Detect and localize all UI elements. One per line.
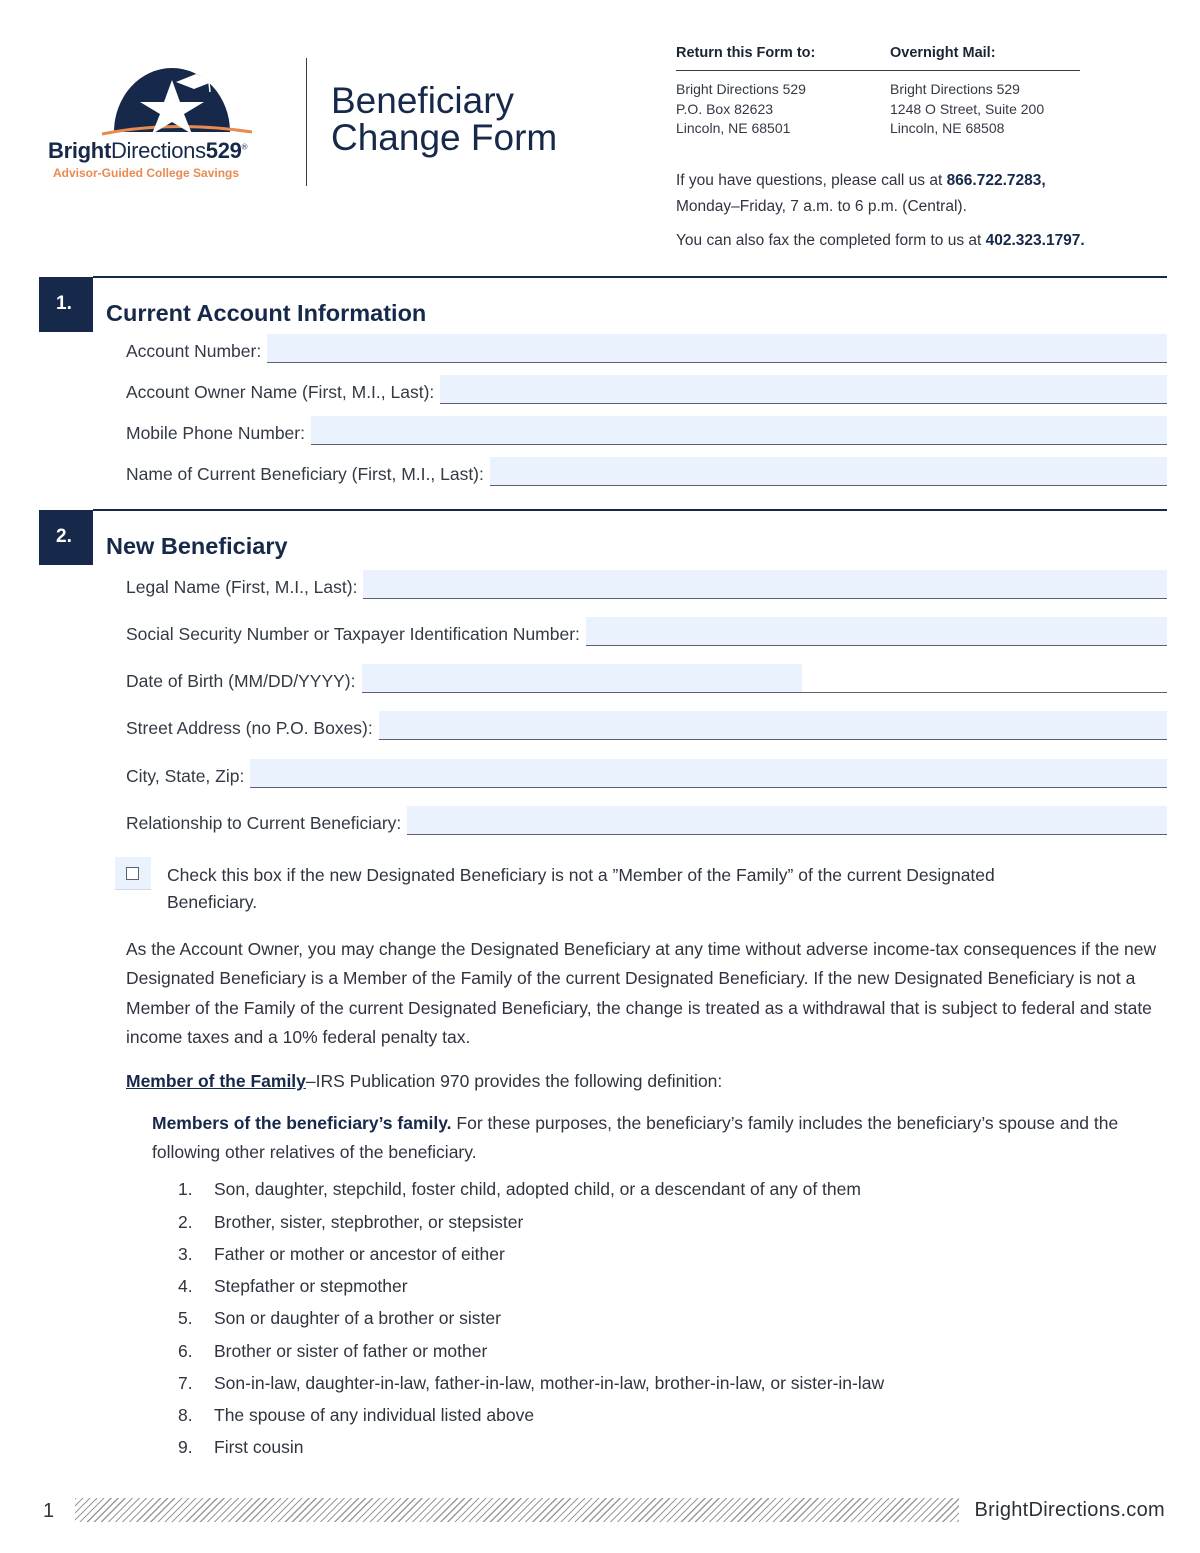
return-address: Return this Form to: Bright Directions 529 P.O. Box 82623 Lincoln, NE 68501 xyxy=(676,44,890,139)
section-number: 2. xyxy=(39,510,93,565)
list-item: 1. Son, daughter, stepchild, foster child, adopted child, or a descendant of any of them xyxy=(178,1179,861,1199)
member-of-family-term: Member of the Family xyxy=(126,1071,306,1091)
family-definition: Members of the beneficiary’s family. For these purposes, the beneficiary’s family includes the beneficiary’s spouse and the following other relatives of the beneficiary. xyxy=(152,1113,1119,1162)
field-label: Street Address (no P.O. Boxes): xyxy=(126,718,373,738)
overnight-heading: Overnight Mail: xyxy=(890,44,1080,71)
field-label: Legal Name (First, M.I., Last): xyxy=(126,577,358,597)
street-address-input[interactable] xyxy=(379,711,1167,740)
field-underline xyxy=(802,692,1168,693)
overnight-address: Overnight Mail: Bright Directions 529 1248 O Street, Suite 200 Lincoln, NE 68508 xyxy=(890,44,1080,139)
list-item: 3. Father or mother or ancestor of either xyxy=(178,1244,505,1264)
section-title: Current Account Information xyxy=(106,300,427,326)
dob-row xyxy=(126,663,1167,693)
list-item: 2. Brother, sister, stepbrother, or stepsister xyxy=(178,1212,524,1232)
list-item: 7. Son-in-law, daughter-in-law, father-in-law, mother-in-law, brother-in-law, or sister-in-law xyxy=(178,1373,885,1393)
mobile-phone-input[interactable] xyxy=(311,416,1167,445)
page-number: 1 xyxy=(43,1500,55,1522)
list-item: 4. Stepfather or stepmother xyxy=(178,1276,408,1296)
street-address-row xyxy=(126,710,1167,740)
account-number-input[interactable] xyxy=(267,334,1167,363)
brand-tagline: Advisor-Guided College Savings xyxy=(53,166,240,180)
tax-consequences-paragraph: As the Account Owner, you may change the Designated Beneficiary at any time without adverse income-tax consequences if the new Designated Beneficiary is a Member of the Family of the current Designated Beneficiary. If the new Designated Beneficiary is not a Member of the Family of the current Designated Beneficiary, the change is treated as a withdrawal that is subject to federal and state income taxes and a 10% federal penalty tax. xyxy=(126,939,1157,1047)
brand-name: BrightDirections529® xyxy=(48,138,248,163)
owner-name-row xyxy=(126,374,1167,404)
return-heading: Return this Form to: xyxy=(676,44,890,71)
field-label: Date of Birth (MM/DD/YYYY): xyxy=(126,671,356,691)
mobile-phone-row xyxy=(126,415,1167,445)
field-label: Account Owner Name (First, M.I., Last): xyxy=(126,382,435,402)
field-label: Account Number: xyxy=(126,341,262,361)
ssn-row xyxy=(126,616,1167,646)
field-label: Mobile Phone Number: xyxy=(126,423,305,443)
section-number: 1. xyxy=(39,277,93,332)
list-item: 5. Son or daughter of a brother or sister xyxy=(178,1308,501,1328)
list-item: 9. First cousin xyxy=(178,1437,304,1457)
current-beneficiary-input[interactable] xyxy=(490,457,1167,486)
graduate-star-icon xyxy=(84,62,260,136)
legal-name-input[interactable] xyxy=(363,570,1167,599)
footer-website: BrightDirections.com xyxy=(974,1499,1165,1521)
field-label: Name of Current Beneficiary (First, M.I., Last): xyxy=(126,464,484,484)
city-state-zip-input[interactable] xyxy=(250,759,1167,788)
account-number-row xyxy=(126,333,1167,363)
member-of-family-heading: Member of the Family–IRS Publication 970 provides the following definition: xyxy=(126,1071,723,1091)
contact-phone: If you have questions, please call us at 866.722.7283, Monday–Friday, 7 a.m. to 6 p.m. (Central). xyxy=(676,172,1046,215)
list-item: 6. Brother or sister of father or mother xyxy=(178,1341,488,1361)
section-title: New Beneficiary xyxy=(106,533,288,559)
city-state-zip-row xyxy=(126,758,1167,788)
current-beneficiary-row xyxy=(126,456,1167,486)
fax-number: 402.323.1797. xyxy=(985,232,1085,249)
owner-name-input[interactable] xyxy=(440,375,1167,404)
section-divider xyxy=(93,509,1167,511)
brand-logo xyxy=(44,62,274,187)
field-label: Relationship to Current Beneficiary: xyxy=(126,813,402,833)
not-family-checkbox-label: Check this box if the new Designated Beneficiary is not a ”Member of the Family” of the current Designated Beneficiary. xyxy=(167,865,995,912)
ssn-input[interactable] xyxy=(586,617,1167,646)
field-label: Social Security Number or Taxpayer Identification Number: xyxy=(126,624,580,644)
relationship-input[interactable] xyxy=(407,806,1167,835)
page-title: Beneficiary Change Form xyxy=(331,80,558,158)
contact-fax: You can also fax the completed form to us at 402.323.1797. xyxy=(676,232,1085,249)
not-family-checkbox[interactable] xyxy=(126,867,139,880)
not-family-checkbox-area[interactable] xyxy=(115,857,151,890)
dob-input[interactable] xyxy=(362,664,802,693)
field-label: City, State, Zip: xyxy=(126,766,245,786)
footer-hatch-bar xyxy=(75,1498,959,1522)
phone-number: 866.722.7283, xyxy=(946,172,1046,189)
header-divider xyxy=(306,58,307,186)
relationship-row xyxy=(126,805,1167,835)
list-item: 8. The spouse of any individual listed above xyxy=(178,1405,535,1425)
section-divider xyxy=(93,276,1167,278)
legal-name-row xyxy=(126,569,1167,599)
